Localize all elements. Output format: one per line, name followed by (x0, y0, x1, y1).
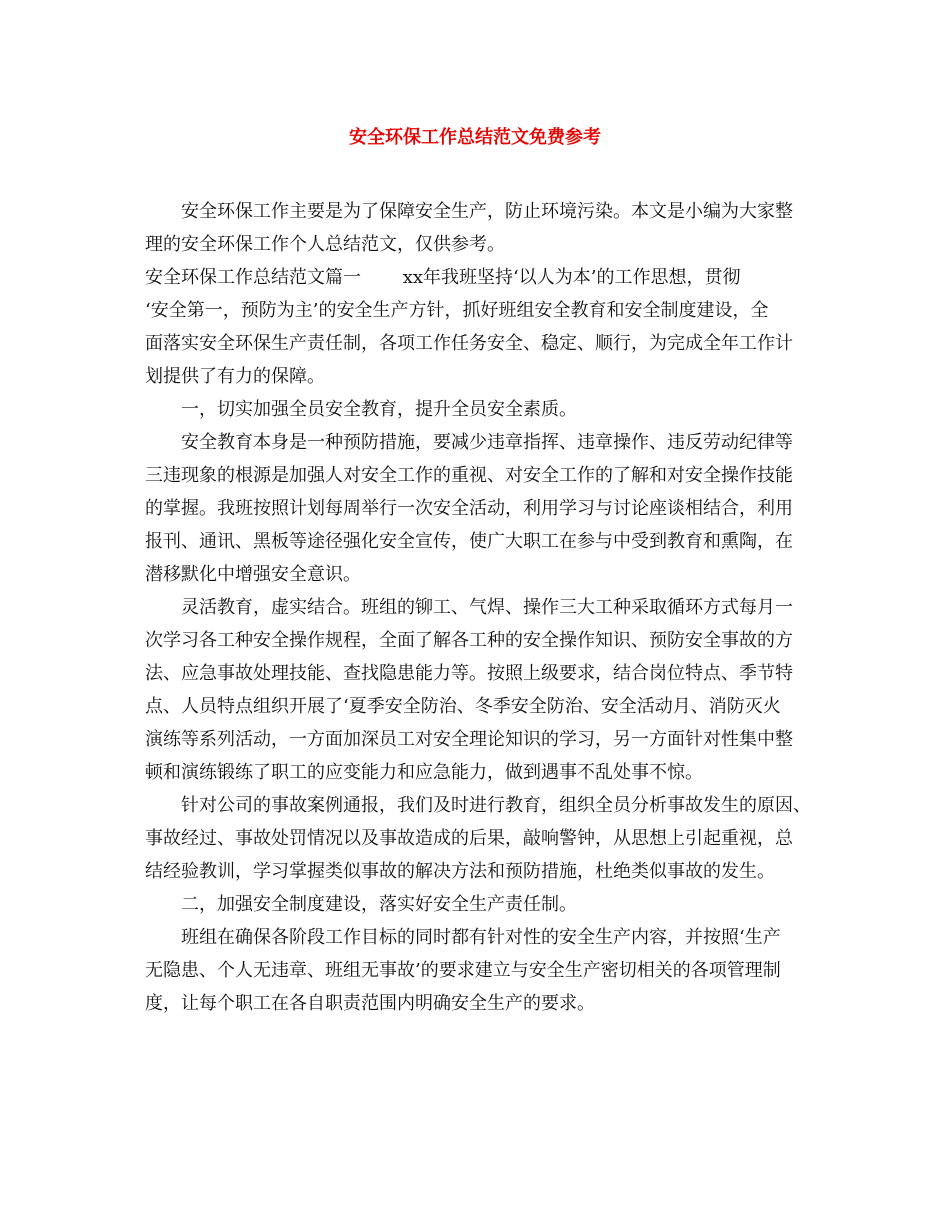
body-line: 潜移默化中增强安全意识。 (145, 564, 361, 585)
body-line: 班组在确保各阶段工作目标的同时都有针对性的安全生产内容，并按照‘生产 (181, 927, 781, 948)
section-heading: 一，切实加强全员安全教育，提升全员安全素质。 (181, 399, 577, 420)
body-line: 安全教育本身是一种预防措施，要减少违章指挥、违章操作、违反劳动纪律等 (181, 432, 793, 453)
body-line: 安全环保工作主要是为了保障安全生产，防止环境污染。本文是小编为大家整 (181, 201, 793, 222)
document-title: 安全环保工作总结范文免费参考 (349, 127, 601, 148)
body-line: 面落实安全环保生产责任制，各项工作任务安全、稳定、顺行，为完成全年工作计 (145, 333, 793, 354)
body-line: 的掌握。我班按照计划每周举行一次安全活动，利用学习与讨论座谈相结合，利用 (145, 498, 793, 519)
body-line: 演练等系列活动，一方面加深员工对安全理论知识的学习，另一方面针对性集中整 (145, 729, 793, 750)
body-line: 无隐患、个人无违章、班组无事故’的要求建立与安全生产密切相关的各项管理制 (145, 960, 781, 981)
document-body (145, 195, 820, 1020)
body-line: 报刊、通讯、黑板等途径强化安全宣传，使广大职工在参与中受到教育和熏陶，在 (145, 531, 793, 552)
body-line: 理的安全环保工作个人总结范文，仅供参考。 (145, 234, 505, 255)
body-line: 灵活教育，虚实结合。班组的铆工、气焊、操作三大工种采取循环方式每月一 (181, 597, 793, 618)
body-line: 安全环保工作总结范文篇一 xx年我班坚持‘以人为本’的工作思想，贯彻 (145, 267, 741, 288)
body-line: 针对公司的事故案例通报，我们及时进行教育，组织全员分析事故发生的原因、 (181, 795, 811, 816)
body-line: 划提供了有力的保障。 (145, 366, 325, 387)
body-line: 度，让每个职工在各自职责范围内明确安全生产的要求。 (145, 993, 595, 1014)
body-line: 顿和演练锻练了职工的应变能力和应急能力，做到遇事不乱处事不惊。 (145, 762, 703, 783)
body-line: 次学习各工种安全操作规程，全面了解各工种的安全操作知识、预防安全事故的方 (145, 630, 793, 651)
body-line: 法、应急事故处理技能、查找隐患能力等。按照上级要求，结合岗位特点、季节特 (145, 663, 793, 684)
body-line: 点、人员特点组织开展了‘夏季安全防治、冬季安全防治、安全活动月、消防灭火 (145, 696, 781, 717)
body-line: 结经验教训，学习掌握类似事故的解决方法和预防措施，杜绝类似事故的发生。 (145, 861, 775, 882)
body-line: 三违现象的根源是加强人对安全工作的重视、对安全工作的了解和对安全操作技能 (145, 465, 793, 486)
body-line: 事故经过、事故处罚情况以及事故造成的后果，敲响警钟，从思想上引起重视，总 (145, 828, 793, 849)
body-line: ‘安全第一，预防为主’的安全生产方针，抓好班组安全教育和安全制度建设，全 (145, 300, 769, 321)
section-heading: 二，加强安全制度建设，落实好安全生产责任制。 (181, 894, 577, 915)
